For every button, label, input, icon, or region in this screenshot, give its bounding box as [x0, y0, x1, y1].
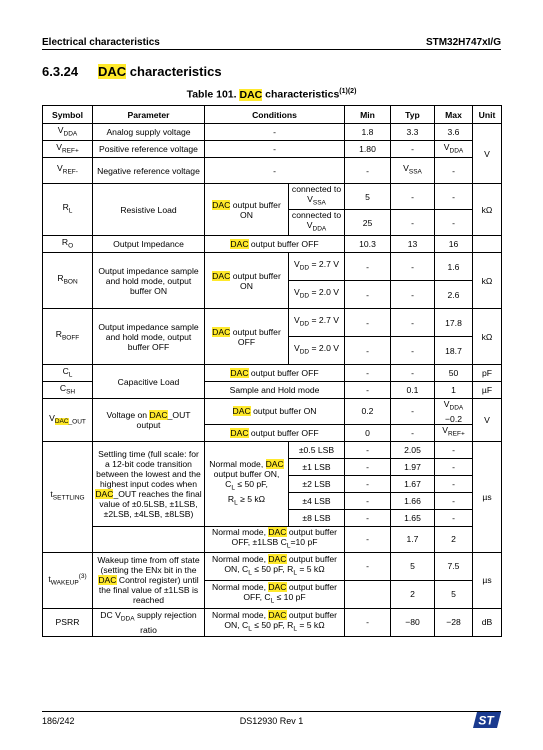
symbol-cell: $R_O$ [43, 236, 93, 253]
symbol-cell: $V_{REF+}$ [43, 141, 93, 158]
typ-cell: 1.7 [391, 526, 435, 552]
typ-cell: 1.97 [391, 458, 435, 475]
param-cell: Output Impedance [93, 236, 205, 253]
max-cell: - [435, 458, 473, 475]
max-cell: - [435, 475, 473, 492]
unit-cell: dB [473, 608, 502, 636]
max-cell: 16 [435, 236, 473, 253]
table-header-row [43, 106, 502, 124]
typ-cell: - [391, 424, 435, 441]
param-cell [93, 526, 205, 552]
header-section: Electrical characteristics [42, 37, 160, 48]
col-unit: Unit [473, 106, 502, 124]
param-cell: Output impedance sample and hold mode, output buffer OFF [93, 309, 205, 365]
typ-cell: - [391, 309, 435, 337]
cond-cell: Normal mode, DAC output buffer ON, $C_L \le 50$ pF, $R_L = 5$ kΩ [205, 552, 345, 580]
max-cell: 3.6 [435, 124, 473, 141]
symbol-cell: $t_{WAKEUP}^{(3)}$ [43, 552, 93, 608]
typ-cell: $V_{SSA}$ [391, 158, 435, 184]
param-cell: Resistive Load [93, 184, 205, 236]
symbol-cell: $R_L$ [43, 184, 93, 236]
cond-cell: DAC output buffer ON [205, 184, 289, 236]
min-cell: - [345, 382, 391, 399]
min-cell: - [345, 552, 391, 580]
min-cell: 25 [345, 210, 391, 236]
section-title-highlight: DAC [98, 64, 127, 79]
param-cell: Analog supply voltage [93, 124, 205, 141]
min-cell: - [345, 253, 391, 281]
table-row [43, 399, 502, 425]
min-cell: - [345, 281, 391, 309]
col-parameter: Parameter [93, 106, 205, 124]
header-rule [42, 49, 501, 50]
unit-cell: µs [473, 441, 502, 552]
cond-cell: - [205, 158, 345, 184]
table-row [43, 309, 502, 337]
table-row [43, 552, 502, 580]
max-cell: - [435, 210, 473, 236]
cond-cell: - [205, 124, 345, 141]
param-cell: Voltage on DAC_OUT output [93, 399, 205, 442]
max-cell: −28 [435, 608, 473, 636]
min-cell: 1.80 [345, 141, 391, 158]
caption-highlight: DAC [239, 88, 263, 101]
unit-cell: µF [473, 382, 502, 399]
symbol-cell: $C_L$ [43, 365, 93, 382]
table-row [43, 608, 502, 636]
max-cell: - [435, 158, 473, 184]
unit-cell: kΩ [473, 184, 502, 236]
max-cell: 18.7 [435, 337, 473, 365]
st-logo-icon [471, 712, 501, 730]
max-cell: 7.5 [435, 552, 473, 580]
param-cell: DC $V_{DDA}$ supply rejection ratio [93, 608, 205, 636]
lsb-cell: ±4 LSB [289, 492, 345, 509]
min-cell: - [345, 309, 391, 337]
symbol-cell: $C_{SH}$ [43, 382, 93, 399]
max-cell: 50 [435, 365, 473, 382]
subcond-cell: $V_{DD} = 2.7$ V [289, 253, 345, 281]
table-row [43, 184, 502, 210]
typ-cell: - [391, 141, 435, 158]
cond-cell: DAC output buffer OFF [205, 365, 345, 382]
min-cell: - [345, 337, 391, 365]
typ-cell: - [391, 210, 435, 236]
max-cell: 5 [435, 580, 473, 608]
symbol-cell: $t_{SETTLING}$ [43, 441, 93, 552]
cond-cell: DAC output buffer ON [205, 399, 345, 425]
max-cell: - [435, 441, 473, 458]
typ-cell: 3.3 [391, 124, 435, 141]
caption-prefix: Table 101. [186, 88, 240, 101]
typ-cell: - [391, 337, 435, 365]
col-max: Max [435, 106, 473, 124]
cond-cell: DAC output buffer OFF [205, 309, 289, 365]
subcond-cell: $V_{DD} = 2.0$ V [289, 337, 345, 365]
param-cell: Wakeup time from off state (setting the ENx bit in the DAC Control register) until the final value of ±1LSB is reached [93, 552, 205, 608]
typ-cell: - [391, 253, 435, 281]
cond-cell: DAC output buffer ON [205, 253, 289, 309]
lsb-cell: ±1 LSB [289, 458, 345, 475]
footer-rule [42, 711, 501, 712]
col-min: Min [345, 106, 391, 124]
min-cell: - [345, 492, 391, 509]
min-cell: - [345, 475, 391, 492]
symbol-cell: $V_{DAC\_OUT}$ [43, 399, 93, 442]
min-cell: - [345, 526, 391, 552]
symbol-cell: $R_{BOFF}$ [43, 309, 93, 365]
subcond-cell: connected to $V_{DDA}$ [289, 210, 345, 236]
page-number: 186/242 [42, 716, 75, 726]
typ-cell: - [391, 399, 435, 425]
min-cell: 1.8 [345, 124, 391, 141]
symbol-cell: $V_{REF-}$ [43, 158, 93, 184]
min-cell: - [345, 158, 391, 184]
cond-cell: Sample and Hold mode [205, 382, 345, 399]
min-cell: - [345, 509, 391, 526]
typ-cell: 13 [391, 236, 435, 253]
typ-cell: 5 [391, 552, 435, 580]
max-cell: - [435, 184, 473, 210]
subcond-cell: connected to $V_{SSA}$ [289, 184, 345, 210]
table-row [43, 141, 502, 158]
typ-cell: 1.65 [391, 509, 435, 526]
max-cell: 17.8 [435, 309, 473, 337]
param-cell: Positive reference voltage [93, 141, 205, 158]
lsb-cell: ±8 LSB [289, 509, 345, 526]
typ-cell: 1.66 [391, 492, 435, 509]
symbol-cell: $V_{DDA}$ [43, 124, 93, 141]
subcond-cell: $V_{DD} = 2.0$ V [289, 281, 345, 309]
cond-cell: Normal mode, DAC output buffer OFF, $C_L \le 10$ pF [205, 580, 345, 608]
cond-cell: Normal mode, DAC output buffer OFF, ±1LSB $C_L=10$ pF [205, 526, 345, 552]
unit-cell: kΩ [473, 309, 502, 365]
table-row [43, 365, 502, 382]
param-cell: Negative reference voltage [93, 158, 205, 184]
cond-cell: DAC output buffer OFF [205, 424, 345, 441]
typ-cell: - [391, 365, 435, 382]
max-cell: $V_{DDA}$ −0.2 [435, 399, 473, 425]
param-cell: Settling time (full scale: for a 12-bit code transition between the lowest and the highest input codes when DAC_OUT reaches the final value of ±0.5LSB, ±1LSB, ±2LSB, ±4LSB, ±8LSB) [93, 441, 205, 526]
unit-cell: V [473, 399, 502, 442]
col-symbol: Symbol [43, 106, 93, 124]
min-cell [345, 580, 391, 608]
page-header [42, 30, 501, 48]
table-row [43, 441, 502, 458]
section-title: characteristics [126, 64, 222, 79]
min-cell: - [345, 458, 391, 475]
section-heading [42, 64, 222, 79]
col-typ: Typ [391, 106, 435, 124]
max-cell: - [435, 492, 473, 509]
lsb-cell: ±2 LSB [289, 475, 345, 492]
header-part: STM32H747xI/G [425, 37, 501, 48]
max-cell: 1.6 [435, 253, 473, 281]
unit-cell: µs [473, 552, 502, 608]
caption-text: characteristics [262, 88, 340, 101]
caption-note: (1)(2) [339, 88, 357, 95]
typ-cell: 2.05 [391, 441, 435, 458]
typ-cell: 1.67 [391, 475, 435, 492]
page-footer [42, 713, 501, 730]
max-cell: 2.6 [435, 281, 473, 309]
section-number: 6.3.24 [42, 64, 79, 79]
dac-characteristics-table [42, 105, 502, 637]
unit-cell: pF [473, 365, 502, 382]
min-cell: 10.3 [345, 236, 391, 253]
subcond-cell: $V_{DD} = 2.7$ V [289, 309, 345, 337]
symbol-cell: PSRR [43, 608, 93, 636]
cond-cell: Normal mode, DAC output buffer ON, $C_L \le 50$ pF, $R_L = 5$ kΩ [205, 608, 345, 636]
typ-cell: 2 [391, 580, 435, 608]
lsb-cell: ±0.5 LSB [289, 441, 345, 458]
table-row [43, 236, 502, 253]
doc-id: DS12930 Rev 1 [239, 716, 304, 726]
col-conditions: Conditions [205, 106, 345, 124]
cond-cell: Normal mode, DAC output buffer ON, $C_L \le 50$ pF, $R_L \ge 5$ kΩ [205, 441, 289, 526]
symbol-cell: $R_{BON}$ [43, 253, 93, 309]
min-cell: - [345, 608, 391, 636]
table-row [43, 526, 502, 552]
max-cell: - [435, 509, 473, 526]
cond-cell: - [205, 141, 345, 158]
param-cell: Capacitive Load [93, 365, 205, 399]
unit-cell: kΩ [473, 253, 502, 309]
min-cell: 5 [345, 184, 391, 210]
max-cell: 2 [435, 526, 473, 552]
max-cell: $V_{REF+}$ [435, 424, 473, 441]
typ-cell: −80 [391, 608, 435, 636]
table-row [43, 253, 502, 281]
max-cell: $V_{DDA}$ [435, 141, 473, 158]
min-cell: - [345, 441, 391, 458]
cond-cell: DAC output buffer OFF [205, 236, 345, 253]
unit-cell [473, 236, 502, 253]
table-row [43, 124, 502, 141]
min-cell: 0 [345, 424, 391, 441]
typ-cell: - [391, 184, 435, 210]
svg-text:ST: ST [478, 713, 494, 728]
unit-cell: V [473, 124, 502, 184]
max-cell: 1 [435, 382, 473, 399]
table-caption [42, 88, 501, 101]
table-row [43, 158, 502, 184]
typ-cell: - [391, 281, 435, 309]
param-cell: Output impedance sample and hold mode, output buffer ON [93, 253, 205, 309]
typ-cell: 0.1 [391, 382, 435, 399]
min-cell: - [345, 365, 391, 382]
min-cell: 0.2 [345, 399, 391, 425]
